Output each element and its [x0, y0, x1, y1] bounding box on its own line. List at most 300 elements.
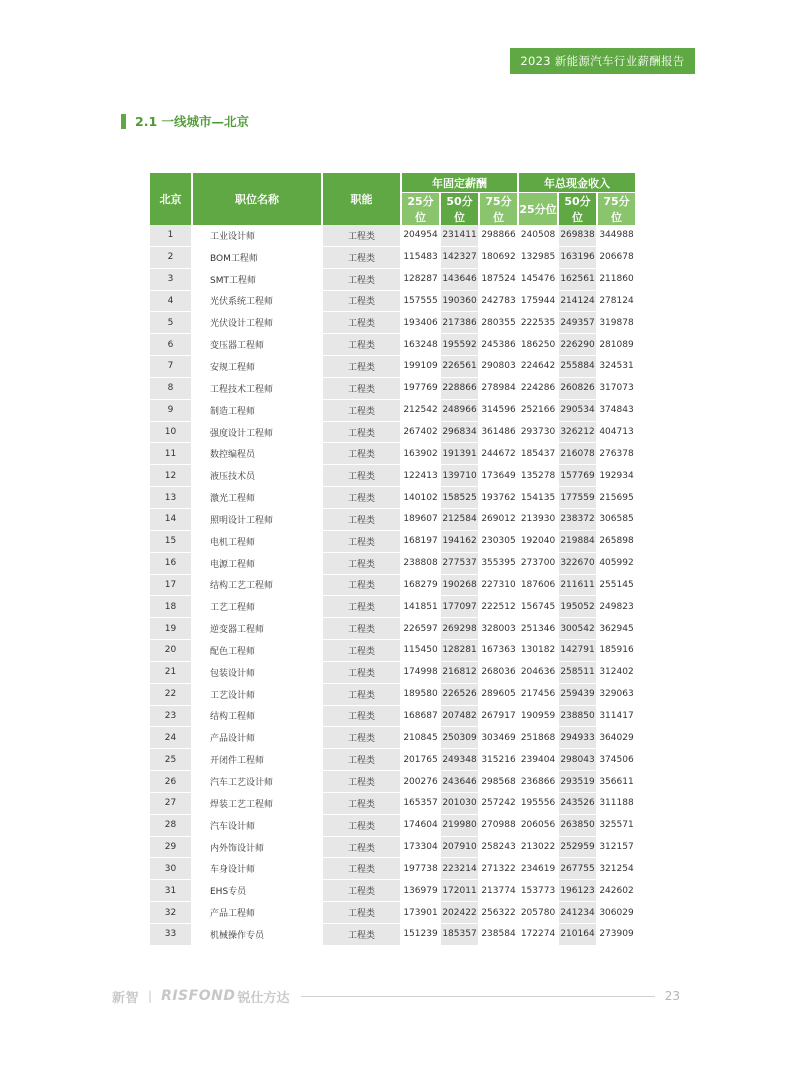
- table-row: [150, 684, 635, 706]
- position-title: 工艺工程师: [193, 596, 321, 618]
- total-p50-value: 196123: [559, 880, 596, 902]
- total-p50-value: 238850: [559, 706, 596, 728]
- total-p25-value: 130182: [519, 640, 557, 662]
- row-index: 15: [150, 531, 191, 553]
- fixed-p50-value: 223214: [441, 858, 478, 880]
- total-p75-value: 356611: [598, 771, 635, 793]
- fixed-p50-value: 195592: [441, 334, 478, 356]
- fixed-p75-value: 303469: [480, 727, 517, 749]
- table-row: [150, 269, 635, 291]
- total-p50-value: 177559: [559, 487, 596, 509]
- fixed-p75-value: 298866: [480, 225, 517, 247]
- table-row: [150, 880, 635, 902]
- fixed-p75-value: 267917: [480, 706, 517, 728]
- position-title: 汽车设计师: [193, 815, 321, 837]
- total-p25-value: 192040: [519, 531, 557, 553]
- fixed-p50-value: 277537: [441, 553, 478, 575]
- row-index: 13: [150, 487, 191, 509]
- total-p75-value: 185916: [598, 640, 635, 662]
- total-p50-value: 326212: [559, 422, 596, 444]
- fixed-p25-value: 163248: [402, 334, 439, 356]
- salary-table: [148, 173, 637, 946]
- total-p25-value: 224286: [519, 378, 557, 400]
- table-row: [150, 924, 635, 946]
- total-p25-value: 273700: [519, 553, 557, 575]
- fixed-p25-value: 165357: [402, 793, 439, 815]
- position-title: 光伏设计工程师: [193, 312, 321, 334]
- total-p50-value: 298043: [559, 749, 596, 771]
- fixed-p25-value: 136979: [402, 880, 439, 902]
- total-p75-value: 312157: [598, 837, 635, 859]
- fixed-p25-value: 204954: [402, 225, 439, 247]
- total-p75-value: 321254: [598, 858, 635, 880]
- fixed-p25-value: 122413: [402, 465, 439, 487]
- total-p50-value: 211611: [559, 575, 596, 597]
- position-title: 强度设计工程师: [193, 422, 321, 444]
- total-p75-value: 362945: [598, 618, 635, 640]
- fixed-p50-value: 128281: [441, 640, 478, 662]
- total-p25-value: 204636: [519, 662, 557, 684]
- total-p25-value: 154135: [519, 487, 557, 509]
- fixed-p25-value: 212542: [402, 400, 439, 422]
- total-p75-value: 374506: [598, 749, 635, 771]
- function-category: 工程类: [323, 334, 400, 356]
- fixed-p75-value: 222512: [480, 596, 517, 618]
- total-p75-value: 206678: [598, 247, 635, 269]
- fixed-p75-value: 242783: [480, 291, 517, 313]
- header-total-cash: 年总现金收入: [519, 173, 635, 193]
- position-title: 包装设计师: [193, 662, 321, 684]
- function-category: 工程类: [323, 706, 400, 728]
- position-title: 开闭件工程师: [193, 749, 321, 771]
- fixed-p75-value: 213774: [480, 880, 517, 902]
- function-category: 工程类: [323, 880, 400, 902]
- fixed-p50-value: 207482: [441, 706, 478, 728]
- fixed-p75-value: 187524: [480, 269, 517, 291]
- function-category: 工程类: [323, 400, 400, 422]
- function-category: 工程类: [323, 684, 400, 706]
- fixed-p75-value: 328003: [480, 618, 517, 640]
- fixed-p50-value: 216812: [441, 662, 478, 684]
- fixed-p50-value: 172011: [441, 880, 478, 902]
- position-title: 照明设计工程师: [193, 509, 321, 531]
- position-title: 焊装工艺工程师: [193, 793, 321, 815]
- total-p25-value: 145476: [519, 269, 557, 291]
- header-total-p25: 25分位: [519, 193, 557, 225]
- section-heading-bar: [121, 114, 126, 129]
- fixed-p25-value: 238808: [402, 553, 439, 575]
- fixed-p75-value: 290803: [480, 356, 517, 378]
- total-p25-value: 186250: [519, 334, 557, 356]
- fixed-p50-value: 142327: [441, 247, 478, 269]
- table-row: [150, 356, 635, 378]
- total-p25-value: 185437: [519, 443, 557, 465]
- function-category: 工程类: [323, 378, 400, 400]
- fixed-p75-value: 244672: [480, 443, 517, 465]
- position-title: EHS专员: [193, 880, 321, 902]
- total-p50-value: 259439: [559, 684, 596, 706]
- position-title: 制造工程师: [193, 400, 321, 422]
- table-row: [150, 706, 635, 728]
- fixed-p25-value: 168197: [402, 531, 439, 553]
- fixed-p25-value: 189580: [402, 684, 439, 706]
- risfond-logo: RISFOND: [161, 988, 236, 1004]
- fixed-p25-value: 267402: [402, 422, 439, 444]
- report-title-tag: 2023 新能源汽车行业薪酬报告: [510, 48, 695, 74]
- fixed-p50-value: 191391: [441, 443, 478, 465]
- position-title: 变压器工程师: [193, 334, 321, 356]
- fixed-p50-value: 226526: [441, 684, 478, 706]
- total-p25-value: 213022: [519, 837, 557, 859]
- function-category: 工程类: [323, 727, 400, 749]
- total-p25-value: 251868: [519, 727, 557, 749]
- fixed-p25-value: 201765: [402, 749, 439, 771]
- fixed-p75-value: 268036: [480, 662, 517, 684]
- table-row: [150, 553, 635, 575]
- function-category: 工程类: [323, 771, 400, 793]
- function-category: 工程类: [323, 487, 400, 509]
- fixed-p75-value: 289605: [480, 684, 517, 706]
- xinzhi-logo: 新智: [112, 990, 140, 1006]
- fixed-p75-value: 230305: [480, 531, 517, 553]
- table-row: [150, 465, 635, 487]
- row-index: 23: [150, 706, 191, 728]
- fixed-p50-value: 243646: [441, 771, 478, 793]
- fixed-p25-value: 115483: [402, 247, 439, 269]
- fixed-p50-value: 248966: [441, 400, 478, 422]
- total-p25-value: 205780: [519, 902, 557, 924]
- total-p50-value: 162561: [559, 269, 596, 291]
- function-category: 工程类: [323, 269, 400, 291]
- total-p50-value: 293519: [559, 771, 596, 793]
- page-footer: [112, 987, 680, 1005]
- total-p75-value: 317073: [598, 378, 635, 400]
- position-title: 车身设计师: [193, 858, 321, 880]
- row-index: 31: [150, 880, 191, 902]
- function-category: 工程类: [323, 509, 400, 531]
- total-p25-value: 156745: [519, 596, 557, 618]
- table-row: [150, 596, 635, 618]
- function-category: 工程类: [323, 596, 400, 618]
- fixed-p75-value: 167363: [480, 640, 517, 662]
- fixed-p25-value: 157555: [402, 291, 439, 313]
- fixed-p75-value: 258243: [480, 837, 517, 859]
- position-title: BOM工程师: [193, 247, 321, 269]
- function-category: 工程类: [323, 247, 400, 269]
- function-category: 工程类: [323, 902, 400, 924]
- function-category: 工程类: [323, 662, 400, 684]
- fixed-p50-value: 177097: [441, 596, 478, 618]
- header-total-p75: 75分位: [598, 193, 635, 225]
- fixed-p25-value: 173304: [402, 837, 439, 859]
- total-p50-value: 258511: [559, 662, 596, 684]
- function-category: 工程类: [323, 793, 400, 815]
- row-index: 21: [150, 662, 191, 684]
- total-p25-value: 293730: [519, 422, 557, 444]
- row-index: 5: [150, 312, 191, 334]
- function-category: 工程类: [323, 575, 400, 597]
- total-p25-value: 252166: [519, 400, 557, 422]
- fixed-p75-value: 314596: [480, 400, 517, 422]
- fixed-p50-value: 190360: [441, 291, 478, 313]
- fixed-p25-value: 128287: [402, 269, 439, 291]
- table-row: [150, 531, 635, 553]
- function-category: 工程类: [323, 618, 400, 640]
- header-city: 北京: [150, 173, 191, 225]
- fixed-p50-value: 269298: [441, 618, 478, 640]
- fixed-p25-value: 193406: [402, 312, 439, 334]
- fixed-p75-value: 173649: [480, 465, 517, 487]
- fixed-p75-value: 361486: [480, 422, 517, 444]
- fixed-p75-value: 227310: [480, 575, 517, 597]
- total-p25-value: 190959: [519, 706, 557, 728]
- header-fixed-salary: 年固定薪酬: [402, 173, 517, 193]
- fixed-p75-value: 271322: [480, 858, 517, 880]
- total-p50-value: 226290: [559, 334, 596, 356]
- position-title: 产品设计师: [193, 727, 321, 749]
- fixed-p75-value: 315216: [480, 749, 517, 771]
- row-index: 14: [150, 509, 191, 531]
- total-p50-value: 241234: [559, 902, 596, 924]
- table-row: [150, 378, 635, 400]
- fixed-p50-value: 143646: [441, 269, 478, 291]
- total-p75-value: 306585: [598, 509, 635, 531]
- total-p50-value: 260826: [559, 378, 596, 400]
- total-p75-value: 249823: [598, 596, 635, 618]
- fixed-p50-value: 296834: [441, 422, 478, 444]
- row-index: 29: [150, 837, 191, 859]
- header-fixed-p75: 75分位: [480, 193, 517, 225]
- fixed-p50-value: 212584: [441, 509, 478, 531]
- total-p25-value: 222535: [519, 312, 557, 334]
- total-p75-value: 192934: [598, 465, 635, 487]
- table-row: [150, 575, 635, 597]
- total-p25-value: 206056: [519, 815, 557, 837]
- total-p75-value: 211860: [598, 269, 635, 291]
- table-row: [150, 400, 635, 422]
- total-p25-value: 135278: [519, 465, 557, 487]
- fixed-p50-value: 226561: [441, 356, 478, 378]
- function-category: 工程类: [323, 640, 400, 662]
- fixed-p25-value: 174998: [402, 662, 439, 684]
- row-index: 19: [150, 618, 191, 640]
- fixed-p25-value: 141851: [402, 596, 439, 618]
- row-index: 25: [150, 749, 191, 771]
- total-p25-value: 239404: [519, 749, 557, 771]
- row-index: 2: [150, 247, 191, 269]
- fixed-p50-value: 190268: [441, 575, 478, 597]
- total-p50-value: 252959: [559, 837, 596, 859]
- header-fixed-p25: 25分位: [402, 193, 439, 225]
- fixed-p50-value: 201030: [441, 793, 478, 815]
- fixed-p25-value: 189607: [402, 509, 439, 531]
- total-p75-value: 324531: [598, 356, 635, 378]
- row-index: 20: [150, 640, 191, 662]
- total-p50-value: 157769: [559, 465, 596, 487]
- fixed-p25-value: 210845: [402, 727, 439, 749]
- fixed-p75-value: 257242: [480, 793, 517, 815]
- position-title: 激光工程师: [193, 487, 321, 509]
- position-title: 工程技术工程师: [193, 378, 321, 400]
- total-p75-value: 325571: [598, 815, 635, 837]
- table-row: [150, 662, 635, 684]
- row-index: 30: [150, 858, 191, 880]
- table-row: [150, 509, 635, 531]
- total-p50-value: 210164: [559, 924, 596, 946]
- total-p25-value: 195556: [519, 793, 557, 815]
- fixed-p25-value: 163902: [402, 443, 439, 465]
- header-total-p50: 50分位: [559, 193, 596, 225]
- row-index: 6: [150, 334, 191, 356]
- fixed-p50-value: 158525: [441, 487, 478, 509]
- row-index: 33: [150, 924, 191, 946]
- total-p75-value: 319878: [598, 312, 635, 334]
- total-p50-value: 243526: [559, 793, 596, 815]
- total-p25-value: 236866: [519, 771, 557, 793]
- total-p75-value: 405992: [598, 553, 635, 575]
- footer-divider-line: [301, 996, 654, 997]
- function-category: 工程类: [323, 924, 400, 946]
- position-title: 机械操作专员: [193, 924, 321, 946]
- row-index: 8: [150, 378, 191, 400]
- table-row: [150, 334, 635, 356]
- row-index: 4: [150, 291, 191, 313]
- total-p75-value: 404713: [598, 422, 635, 444]
- footer-separator: |: [148, 989, 153, 1003]
- row-index: 7: [150, 356, 191, 378]
- fixed-p75-value: 180692: [480, 247, 517, 269]
- table-row: [150, 858, 635, 880]
- fixed-p75-value: 280355: [480, 312, 517, 334]
- total-p75-value: 242602: [598, 880, 635, 902]
- table-row: [150, 815, 635, 837]
- position-title: 液压技术员: [193, 465, 321, 487]
- function-category: 工程类: [323, 837, 400, 859]
- fixed-p25-value: 197738: [402, 858, 439, 880]
- section-heading: [121, 113, 249, 129]
- fixed-p75-value: 193762: [480, 487, 517, 509]
- row-index: 32: [150, 902, 191, 924]
- total-p50-value: 294933: [559, 727, 596, 749]
- table-row: [150, 793, 635, 815]
- total-p50-value: 255884: [559, 356, 596, 378]
- total-p50-value: 216078: [559, 443, 596, 465]
- total-p25-value: 175944: [519, 291, 557, 313]
- row-index: 3: [150, 269, 191, 291]
- position-title: 数控编程员: [193, 443, 321, 465]
- total-p75-value: 311417: [598, 706, 635, 728]
- header-fixed-p50: 50分位: [441, 193, 478, 225]
- total-p25-value: 213930: [519, 509, 557, 531]
- table-row: [150, 291, 635, 313]
- position-title: 光伏系统工程师: [193, 291, 321, 313]
- total-p75-value: 364029: [598, 727, 635, 749]
- table-row: [150, 902, 635, 924]
- function-category: 工程类: [323, 312, 400, 334]
- total-p75-value: 329063: [598, 684, 635, 706]
- risfond-cn-logo: 锐仕方达: [237, 990, 290, 1006]
- fixed-p75-value: 270988: [480, 815, 517, 837]
- function-category: 工程类: [323, 465, 400, 487]
- total-p25-value: 132985: [519, 247, 557, 269]
- fixed-p50-value: 250309: [441, 727, 478, 749]
- row-index: 12: [150, 465, 191, 487]
- function-category: 工程类: [323, 531, 400, 553]
- fixed-p75-value: 355395: [480, 553, 517, 575]
- fixed-p75-value: 278984: [480, 378, 517, 400]
- fixed-p50-value: 185357: [441, 924, 478, 946]
- position-title: 安规工程师: [193, 356, 321, 378]
- fixed-p25-value: 115450: [402, 640, 439, 662]
- position-title: SMT工程师: [193, 269, 321, 291]
- function-category: 工程类: [323, 291, 400, 313]
- total-p75-value: 278124: [598, 291, 635, 313]
- fixed-p50-value: 194162: [441, 531, 478, 553]
- section-heading-text: 2.1 一线城市—北京: [135, 114, 249, 129]
- total-p75-value: 311188: [598, 793, 635, 815]
- total-p50-value: 263850: [559, 815, 596, 837]
- total-p50-value: 214124: [559, 291, 596, 313]
- total-p50-value: 238372: [559, 509, 596, 531]
- row-index: 18: [150, 596, 191, 618]
- position-title: 工业设计师: [193, 225, 321, 247]
- total-p75-value: 276378: [598, 443, 635, 465]
- fixed-p25-value: 226597: [402, 618, 439, 640]
- position-title: 电机工程师: [193, 531, 321, 553]
- total-p25-value: 234619: [519, 858, 557, 880]
- total-p50-value: 267755: [559, 858, 596, 880]
- function-category: 工程类: [323, 225, 400, 247]
- header-position: 职位名称: [193, 173, 321, 225]
- row-index: 24: [150, 727, 191, 749]
- row-index: 11: [150, 443, 191, 465]
- fixed-p25-value: 140102: [402, 487, 439, 509]
- fixed-p25-value: 200276: [402, 771, 439, 793]
- fixed-p50-value: 228866: [441, 378, 478, 400]
- fixed-p25-value: 168279: [402, 575, 439, 597]
- total-p25-value: 187606: [519, 575, 557, 597]
- fixed-p50-value: 202422: [441, 902, 478, 924]
- function-category: 工程类: [323, 815, 400, 837]
- fixed-p25-value: 174604: [402, 815, 439, 837]
- position-title: 结构工程师: [193, 706, 321, 728]
- total-p75-value: 273909: [598, 924, 635, 946]
- row-index: 1: [150, 225, 191, 247]
- total-p75-value: 306029: [598, 902, 635, 924]
- total-p25-value: 172274: [519, 924, 557, 946]
- row-index: 28: [150, 815, 191, 837]
- table-row: [150, 837, 635, 859]
- total-p50-value: 269838: [559, 225, 596, 247]
- row-index: 22: [150, 684, 191, 706]
- position-title: 汽车工艺设计师: [193, 771, 321, 793]
- fixed-p50-value: 249348: [441, 749, 478, 771]
- fixed-p75-value: 245386: [480, 334, 517, 356]
- position-title: 逆变器工程师: [193, 618, 321, 640]
- table-row: [150, 487, 635, 509]
- fixed-p50-value: 219980: [441, 815, 478, 837]
- table-row: [150, 225, 635, 247]
- salary-table-body: [150, 225, 635, 946]
- total-p25-value: 153773: [519, 880, 557, 902]
- fixed-p25-value: 168687: [402, 706, 439, 728]
- table-row: [150, 749, 635, 771]
- fixed-p50-value: 217386: [441, 312, 478, 334]
- row-index: 26: [150, 771, 191, 793]
- position-title: 配色工程师: [193, 640, 321, 662]
- total-p75-value: 265898: [598, 531, 635, 553]
- total-p50-value: 322670: [559, 553, 596, 575]
